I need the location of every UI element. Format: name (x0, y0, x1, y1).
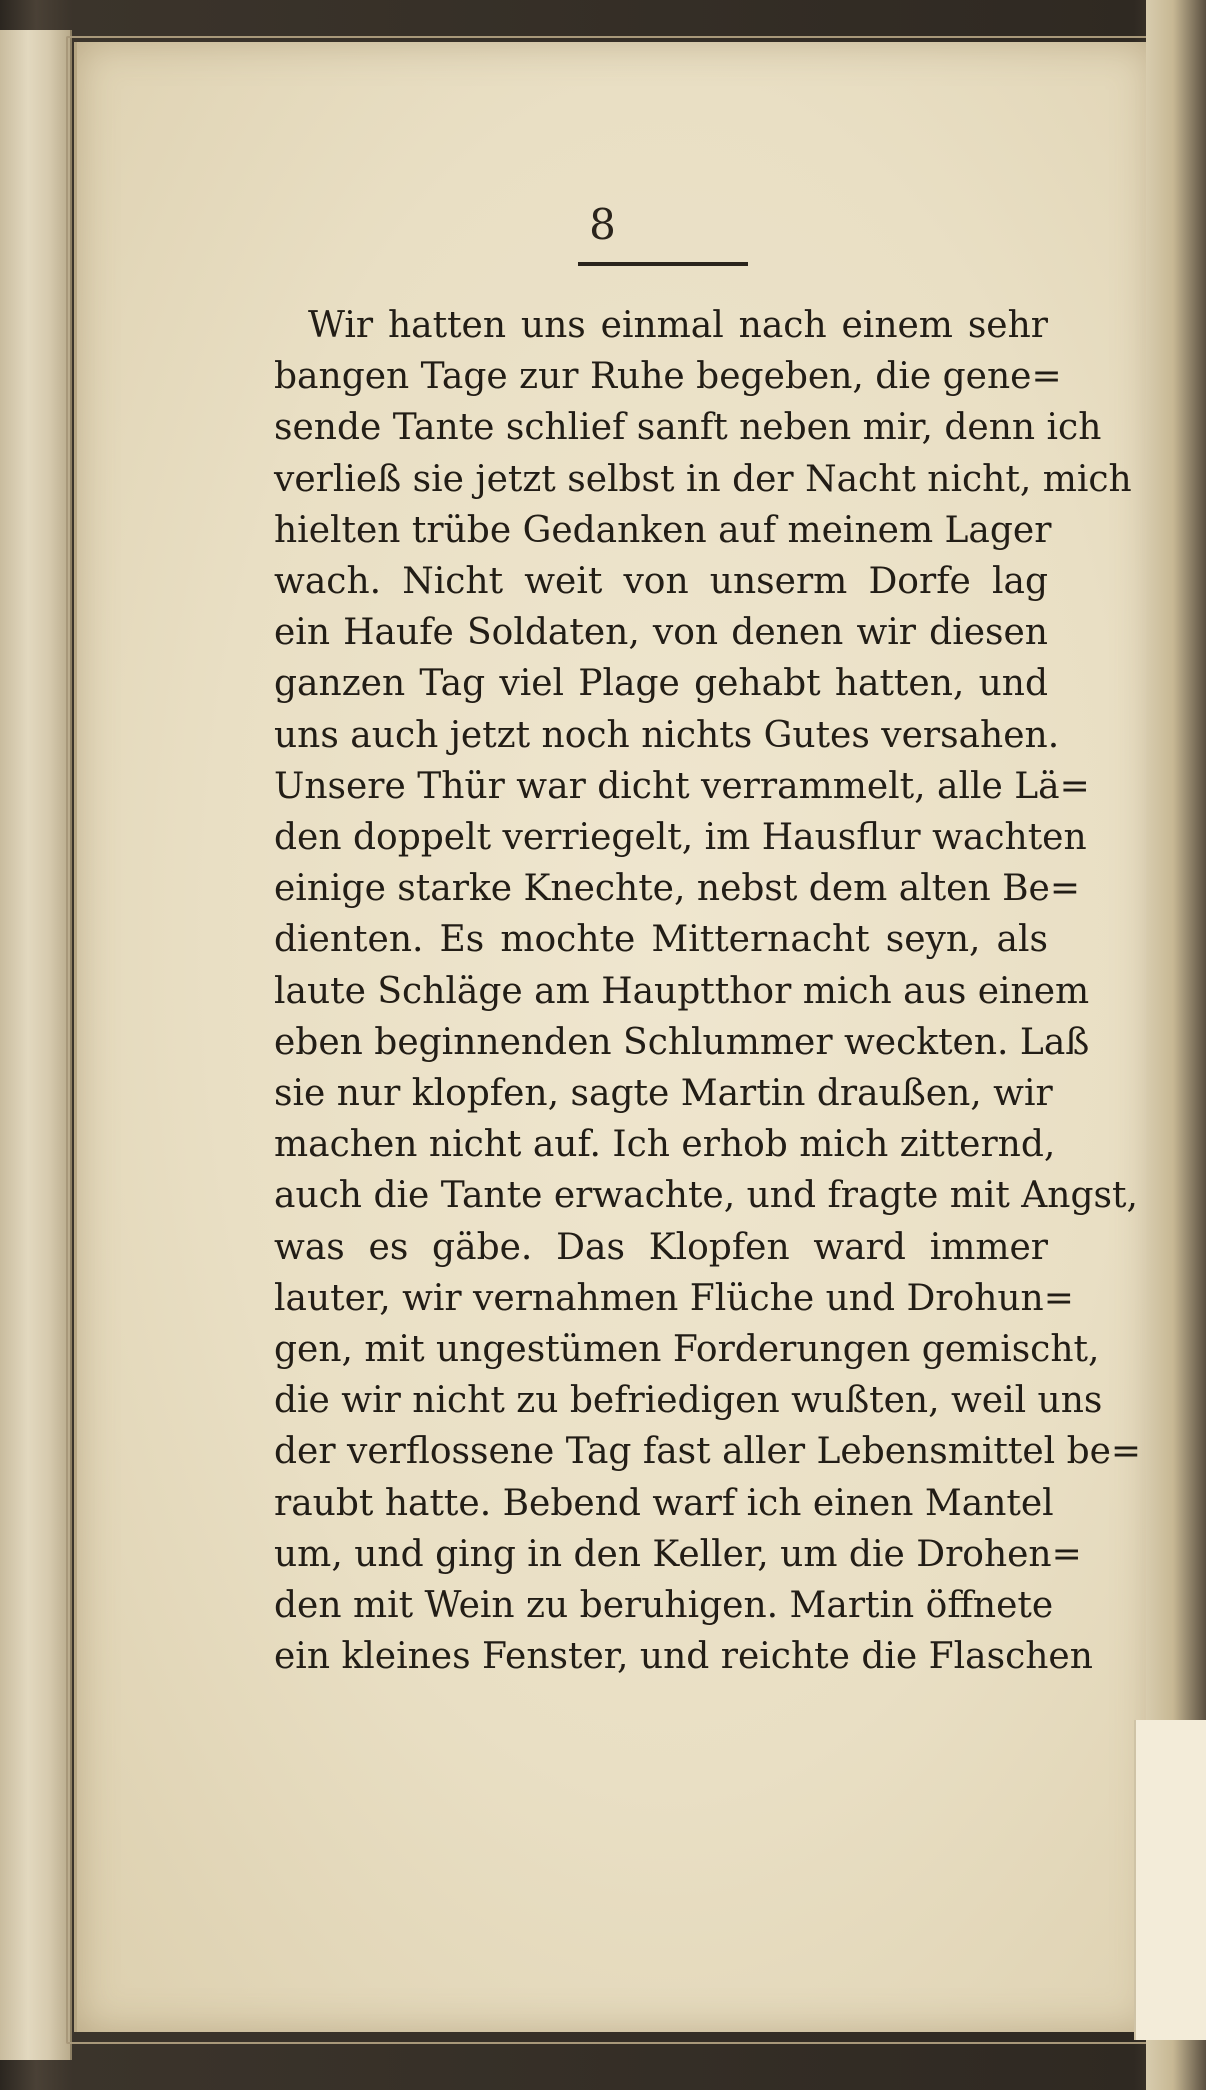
text-line: die wir nicht zu befriedigen wußten, weil uns (274, 1380, 1103, 1422)
text-line: Unsere Thür war dicht verrammelt, alle Lä= (274, 765, 1090, 807)
text-line: ein kleines Fenster, und reichte die Flaschen (274, 1636, 1093, 1678)
page-number: 8 (589, 200, 617, 249)
text-line: um, und ging in den Keller, um die Drohen= (274, 1533, 1082, 1575)
text-line: bangen Tage zur Ruhe begeben, die gene= (274, 356, 1062, 398)
body-text (274, 300, 1142, 1682)
text-line: hielten trübe Gedanken auf meinem Lager (274, 509, 1052, 551)
paper-slip (1134, 1720, 1206, 2040)
text-line: uns auch jetzt noch nichts Gutes versahen. (274, 714, 1060, 756)
text-line: Wir hatten uns einmal nach einem sehr (308, 305, 1048, 346)
text-line: den mit Wein zu beruhigen. Martin öffnete (274, 1585, 1054, 1627)
book-left-edge (0, 30, 72, 2060)
header-rule (578, 262, 748, 266)
text-line: eben beginnenden Schlummer weckten. Laß (274, 1021, 1090, 1063)
text-line: auch die Tante erwachte, und fragte mit Angst, (274, 1175, 1138, 1217)
text-line: gen, mit ungestümen Forderungen gemischt, (274, 1329, 1100, 1371)
text-line: einige starke Knechte, nebst dem alten Be= (274, 868, 1081, 910)
text-line: machen nicht auf. Ich erhob mich zitternd, (274, 1124, 1056, 1166)
text-line: lauter, wir vernahmen Flüche und Drohun= (274, 1277, 1074, 1319)
text-line: sende Tante schlief sanft neben mir, denn ich (274, 407, 1102, 449)
text-line: sie nur klopfen, sagte Martin draußen, wir (274, 1073, 1053, 1115)
text-line: dienten. Es mochte Mitternacht seyn, als (274, 919, 1048, 961)
text-line: der verflossene Tag fast aller Lebensmittel be= (274, 1431, 1142, 1473)
text-line: verließ sie jetzt selbst in der Nacht nicht, mich (274, 458, 1132, 500)
text-line: ganzen Tag viel Plage gehabt hatten, und (274, 663, 1048, 705)
text-line: raubt hatte. Bebend warf ich einen Mantel (274, 1482, 1054, 1524)
text-line: wach. Nicht weit von unserm Dorfe lag (274, 561, 1048, 603)
text-line: ein Haufe Soldaten, von denen wir diesen (274, 612, 1048, 654)
text-line: was es gäbe. Das Klopfen ward immer (274, 1226, 1048, 1268)
text-line: laute Schläge am Hauptthor mich aus einem (274, 970, 1090, 1012)
text-line: den doppelt verriegelt, im Hausflur wachten (274, 817, 1087, 859)
